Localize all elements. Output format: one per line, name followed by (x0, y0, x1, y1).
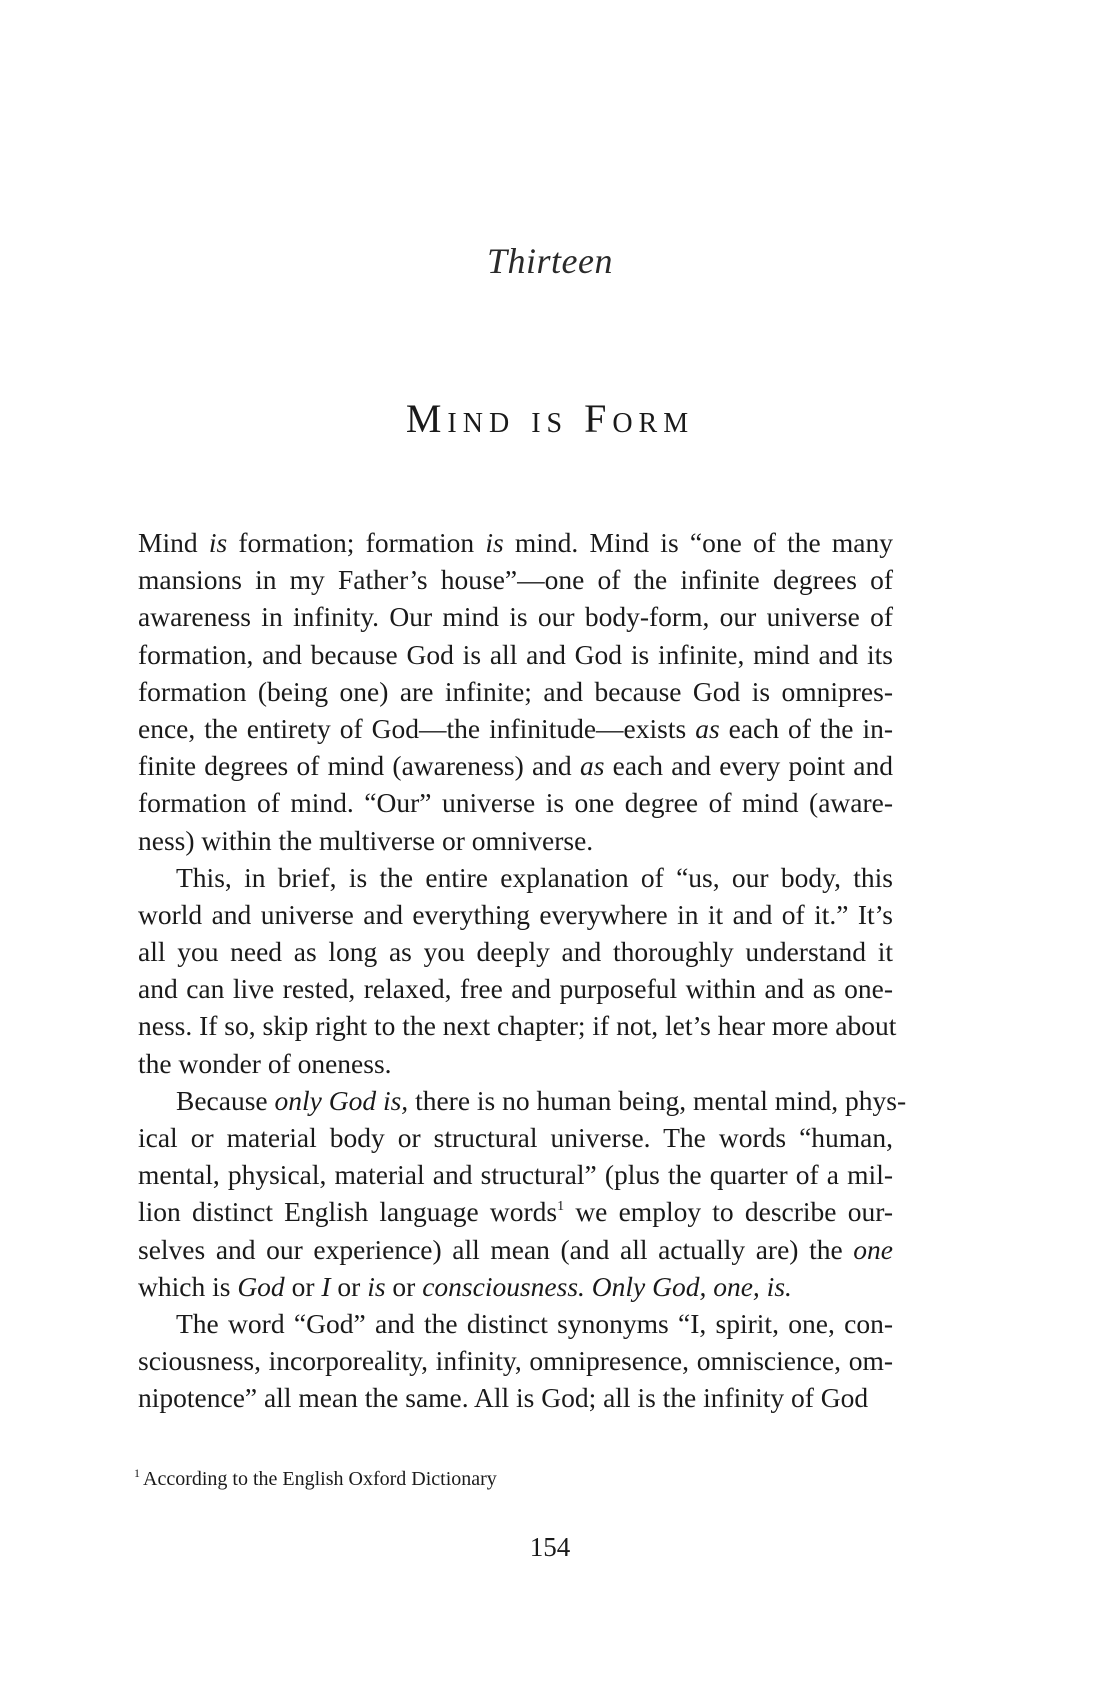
text-line (138, 970, 893, 1007)
text-line (138, 1045, 893, 1082)
text-line (138, 1082, 907, 1119)
text-line (138, 636, 893, 673)
italic-text: one (853, 1233, 893, 1265)
footnote (134, 1468, 497, 1491)
text-segment: sciousness, incorporeality, infinity, omnipresence, omniscience, om- (138, 1345, 893, 1377)
italic-text: is (367, 1270, 386, 1302)
text-segment: which is (138, 1270, 238, 1302)
text-line (138, 524, 893, 561)
text-segment: the wonder of oneness. (138, 1047, 392, 1079)
italic-text: as (579, 750, 605, 782)
footnote-marker: 1 (134, 1466, 140, 1480)
paragraph (138, 524, 893, 859)
text-line (138, 673, 893, 710)
text-segment: formation (being one) are infinite; and because God is omnipres- (138, 675, 893, 707)
text-line (138, 1231, 893, 1268)
text-segment: world and universe and everything everywhere in it and of it.” It’s (138, 898, 893, 930)
italic-text: as (695, 712, 720, 744)
text-segment: selves and our experience) all mean (and all actually are) the (138, 1233, 854, 1265)
text-segment: formation of mind. “Our” universe is one degree of mind (aware- (138, 787, 893, 819)
text-line (138, 1119, 893, 1156)
text-segment: formation, and because God is all and God is infinite, mind and its (138, 638, 893, 670)
text-segment: and can live rested, relaxed, free and purposeful within and as one- (138, 973, 893, 1005)
text-segment: mental, physical, material and structural” (plus the quarter of a mil- (138, 1159, 893, 1191)
text-segment: nipotence” all mean the same. All is God; all is the infinity of God (138, 1382, 869, 1414)
footnote-reference: 1 (557, 1199, 565, 1215)
text-segment: each and every point and (604, 750, 893, 782)
text-segment: mansions in my Father’s house”—one of the infinite degrees of (138, 564, 893, 596)
text-line (138, 859, 893, 896)
text-segment: formation; formation (227, 527, 486, 558)
paragraph (138, 1082, 907, 1305)
chapter-title: Mind is Form (405, 396, 695, 441)
text-line (138, 598, 893, 635)
text-segment: all you need as long as you deeply and thoroughly understand it (138, 936, 893, 968)
text-segment: The word “God” and the distinct synonyms “I, spirit, one, con- (176, 1307, 893, 1339)
text-segment: Mind (138, 527, 209, 558)
text-segment: This, in brief, is the entire explanation of “us, our body, this (176, 861, 893, 893)
text-segment: ness) within the multiverse or omniverse. (138, 824, 594, 856)
text-segment: lion distinct English language words (138, 1196, 558, 1228)
text-segment: Because (176, 1084, 275, 1116)
italic-text: God (237, 1270, 285, 1302)
text-segment: awareness in infinity. Our mind is our body-form, our universe of (138, 601, 893, 633)
text-segment: ical or material body or structural universe. The words “human, (138, 1122, 893, 1153)
text-line (138, 822, 893, 859)
paragraph (138, 859, 897, 1082)
italic-text: consciousness. Only God, one, is. (422, 1270, 792, 1302)
text-line (138, 1379, 893, 1416)
text-segment: finite degrees of mind (awareness) and (138, 750, 580, 782)
text-line (138, 1156, 893, 1193)
text-line (138, 896, 893, 933)
text-segment: mind. Mind is “one of the many (503, 527, 894, 558)
footnote-text: According to the English Oxford Dictionary (143, 1468, 497, 1490)
text-segment: ence, the entirety of God—the infinitude—exists (138, 712, 696, 744)
italic-text: I (321, 1270, 331, 1302)
text-line (138, 561, 893, 598)
italic-text: is (208, 527, 228, 558)
italic-text: only God is, (274, 1084, 409, 1116)
body-text (138, 524, 907, 1417)
text-line (138, 1268, 893, 1305)
text-line (138, 1007, 897, 1044)
text-segment: or (385, 1270, 423, 1302)
text-segment: each of the in- (719, 712, 894, 744)
text-line (138, 747, 893, 784)
text-segment: or (284, 1270, 322, 1302)
text-segment: or (330, 1270, 368, 1302)
text-line (138, 1342, 893, 1379)
text-line (138, 1193, 893, 1230)
text-segment: ness. If so, skip right to the next chapter; if not, let’s hear more about (138, 1010, 897, 1042)
text-segment: there is no human being, mental mind, phys- (408, 1084, 907, 1116)
text-line (138, 933, 893, 970)
italic-text: is (485, 527, 504, 558)
text-line (138, 784, 893, 821)
text-line (138, 710, 893, 747)
page-number: 154 (529, 1532, 571, 1562)
text-segment: we employ to describe our- (564, 1196, 893, 1228)
paragraph (138, 1305, 893, 1417)
chapter-number: Thirteen (487, 241, 613, 281)
text-line (138, 1305, 893, 1342)
